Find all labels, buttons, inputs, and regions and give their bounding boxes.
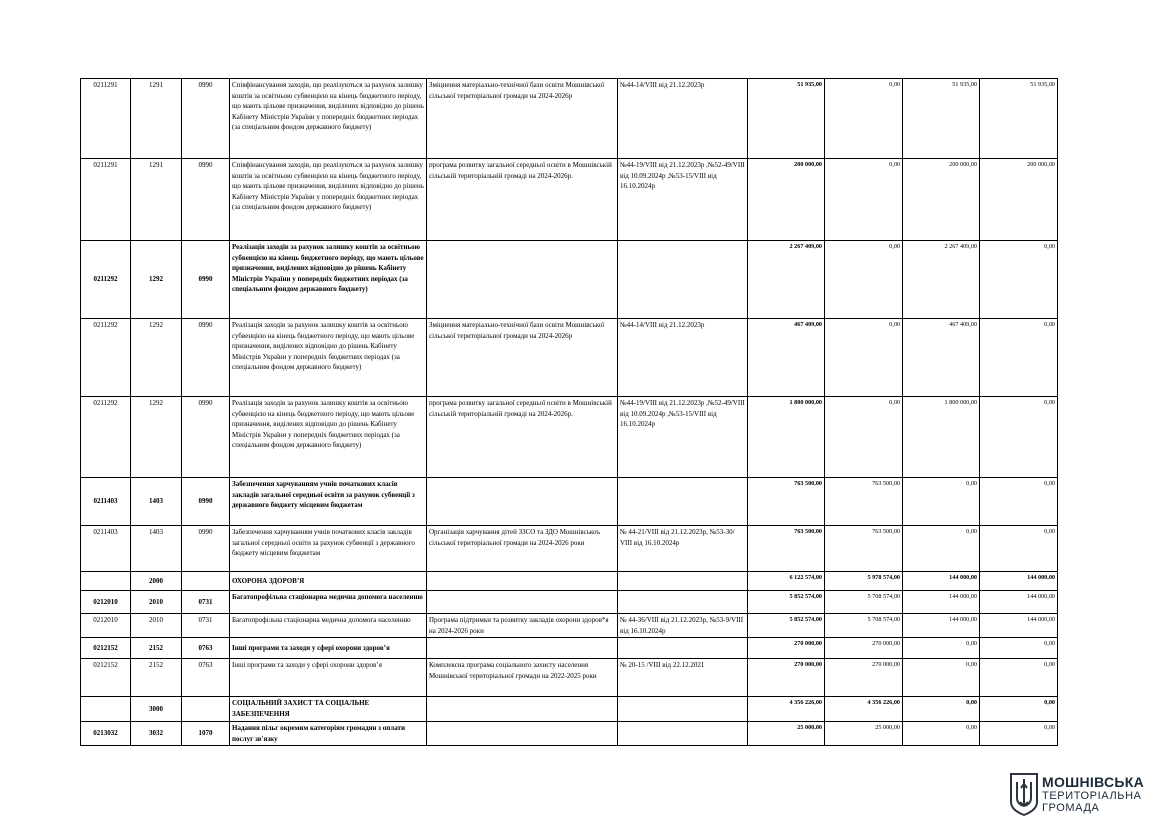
table-row: [81, 659, 1058, 697]
program-cell: [427, 638, 618, 659]
decision-cell: [618, 722, 748, 746]
development-budget-cell: 0,00: [980, 241, 1058, 319]
table-row: [81, 241, 1058, 319]
development-budget-cell: 0,00: [980, 722, 1058, 746]
kpk-cell: 0211292: [81, 319, 131, 397]
code-cell: 1403: [131, 478, 182, 526]
program-cell: [427, 697, 618, 722]
name-cell: Реалізація заходів за рахунок залишку коштів за освітньою субвенцією на кінець бюджетного періоду, що мають цільове призначення, виділених відповідно до рішень Кабінету Міністрів України у попередніх бюджетних періодах (за спеціальним фондом державного бюджету): [230, 241, 427, 319]
func-code-cell: 0990: [182, 159, 230, 241]
code-cell: 2000: [131, 572, 182, 591]
name-cell: Забезпечення харчуванням учнів початкових класів закладів загальної середньої освіти за рахунок субвенції з державного бюджету місцевим бюджетам: [230, 478, 427, 526]
table-row: [81, 697, 1058, 722]
func-code-cell: [182, 572, 230, 591]
general-fund-cell: 270 000,00: [825, 659, 903, 697]
total-cell: 51 935,00: [748, 79, 825, 159]
func-code-cell: 0990: [182, 241, 230, 319]
kpk-cell: 0212010: [81, 591, 131, 614]
code-cell: 1403: [131, 526, 182, 572]
general-fund-cell: 0,00: [825, 241, 903, 319]
code-cell: 1292: [131, 241, 182, 319]
func-code-cell: 0990: [182, 478, 230, 526]
development-budget-cell: 200 000,00: [980, 159, 1058, 241]
code-cell: 2010: [131, 591, 182, 614]
kpk-cell: 0211291: [81, 159, 131, 241]
general-fund-cell: 0,00: [825, 159, 903, 241]
code-cell: 2152: [131, 638, 182, 659]
general-fund-cell: 0,00: [825, 79, 903, 159]
func-code-cell: 1070: [182, 722, 230, 746]
func-code-cell: 0990: [182, 397, 230, 478]
general-fund-cell: 763 500,00: [825, 478, 903, 526]
logo-title: МОШНІВСЬКА: [1042, 774, 1145, 790]
special-fund-cell: 200 000,00: [903, 159, 980, 241]
special-fund-cell: 0,00: [903, 478, 980, 526]
kpk-cell: 0211403: [81, 478, 131, 526]
name-cell: Інші програми та заходи у сфері охорони здоров’я: [230, 638, 427, 659]
code-cell: 1292: [131, 397, 182, 478]
special-fund-cell: 2 267 409,00: [903, 241, 980, 319]
general-fund-cell: 5 978 574,00: [825, 572, 903, 591]
general-fund-cell: 25 000,00: [825, 722, 903, 746]
decision-cell: №44-14/VIII від 21.12.2023р: [618, 319, 748, 397]
general-fund-cell: 0,00: [825, 397, 903, 478]
program-cell: [427, 478, 618, 526]
general-fund-cell: 270 000,00: [825, 638, 903, 659]
total-cell: 763 500,00: [748, 526, 825, 572]
program-cell: Організація харчування дітей ЗЗСО та ЗДО Мошнівськоъ сільської територіальної громади на 2024-2026 роки: [427, 526, 618, 572]
code-cell: 2010: [131, 614, 182, 638]
development-budget-cell: 0,00: [980, 397, 1058, 478]
table-row: [81, 591, 1058, 614]
name-cell: Багатопрофільна стаціонарна медична допомога населенню: [230, 591, 427, 614]
special-fund-cell: 0,00: [903, 697, 980, 722]
kpk-cell: [81, 697, 131, 722]
total-cell: 6 122 574,00: [748, 572, 825, 591]
development-budget-cell: 0,00: [980, 697, 1058, 722]
development-budget-cell: 0,00: [980, 638, 1058, 659]
total-cell: 4 356 226,00: [748, 697, 825, 722]
code-cell: 1292: [131, 319, 182, 397]
logo-subtitle-line2: ГРОМАДА: [1042, 802, 1100, 814]
special-fund-cell: 0,00: [903, 638, 980, 659]
name-cell: Реалізація заходів за рахунок залишку коштів за освітньою субвенцією на кінець бюджетного періоду, що мають цільове призначення, виділених відповідно до рішень Кабінету Міністрів України у попередніх бюджетних періодах (за спеціальним фондом державного бюджету): [230, 397, 427, 478]
decision-cell: № 20-15 /VIII від 22.12.2021: [618, 659, 748, 697]
table-row: [81, 319, 1058, 397]
total-cell: 1 800 000,00: [748, 397, 825, 478]
total-cell: 270 000,00: [748, 659, 825, 697]
name-cell: ОХОРОНА ЗДОРОВ’Я: [230, 572, 427, 591]
development-budget-cell: 0,00: [980, 478, 1058, 526]
decision-cell: [618, 572, 748, 591]
func-code-cell: 0990: [182, 526, 230, 572]
func-code-cell: 0763: [182, 638, 230, 659]
kpk-cell: 0211403: [81, 526, 131, 572]
special-fund-cell: 467 409,00: [903, 319, 980, 397]
general-fund-cell: 763 500,00: [825, 526, 903, 572]
table-row: [81, 638, 1058, 659]
total-cell: 5 852 574,00: [748, 591, 825, 614]
development-budget-cell: 51 935,00: [980, 79, 1058, 159]
trident-coat-of-arms-icon: [1009, 772, 1039, 816]
special-fund-cell: 0,00: [903, 526, 980, 572]
code-cell: 2152: [131, 659, 182, 697]
table-row: [81, 572, 1058, 591]
program-cell: [427, 241, 618, 319]
special-fund-cell: 51 935,00: [903, 79, 980, 159]
special-fund-cell: 144 000,00: [903, 572, 980, 591]
kpk-cell: 0213032: [81, 722, 131, 746]
program-cell: Комплексна програма соціального захисту населення Мошнівської територіальної громади на 2022-2025 роки: [427, 659, 618, 697]
decision-cell: [618, 591, 748, 614]
community-logo: [1009, 772, 1149, 816]
program-cell: Зміцнення матеріально-технічної бази освіти Мошнівської сільської територіальної громади на 2024-2026р: [427, 319, 618, 397]
special-fund-cell: 144 000,00: [903, 591, 980, 614]
program-cell: Програма підтримки та розвитку закладів охорони здоров*я на 2024-2026 роки: [427, 614, 618, 638]
decision-cell: [618, 241, 748, 319]
name-cell: Реалізація заходів за рахунок залишку коштів за освітньою субвенцією на кінець бюджетного періоду, що мають цільове призначення, виділених відповідно до рішень Кабінету Міністрів України у попередніх бюджетних періодах (за спеціальним фондом державного бюджету): [230, 319, 427, 397]
table-row: [81, 526, 1058, 572]
kpk-cell: [81, 572, 131, 591]
func-code-cell: 0763: [182, 659, 230, 697]
decision-cell: №44-14/VIII від 21.12.2023р: [618, 79, 748, 159]
development-budget-cell: 144 000,00: [980, 572, 1058, 591]
kpk-cell: 0211291: [81, 79, 131, 159]
kpk-cell: 0212152: [81, 638, 131, 659]
special-fund-cell: 0,00: [903, 722, 980, 746]
program-cell: програма розвитку загальної середньої освіти в Мошнівській сільській територіальній громаді на 2024-2026р.: [427, 159, 618, 241]
program-cell: [427, 572, 618, 591]
name-cell: Співфінансування заходів, що реалізуються за рахунок залишку коштів за освітньою субвенцією на кінець бюджетного періоду, що мають цільове призначення, виділених відповідно до рішень Кабінету Міністрів України у попередніх бюджетних періодах (за спеціальним фондом державного бюджету): [230, 159, 427, 241]
program-cell: програма розвитку загальної середньої освіти в Мошнівській сільській територіальній громаді на 2024-2026р.: [427, 397, 618, 478]
program-cell: Зміцнення матеріально-технічної бази освіти Мошнівської сільської територіальної громади на 2024-2026р: [427, 79, 618, 159]
special-fund-cell: 144 000,00: [903, 614, 980, 638]
general-fund-cell: 5 708 574,00: [825, 591, 903, 614]
name-cell: Інші програми та заходи у сфері охорони здоров’я: [230, 659, 427, 697]
total-cell: 25 000,00: [748, 722, 825, 746]
development-budget-cell: 0,00: [980, 659, 1058, 697]
decision-cell: №44-19/VIII від 21.12.2023р ,№52-49/VIII від 10.09.2024р ,№53-15/VIII від 16.10.2024р: [618, 397, 748, 478]
total-cell: 467 409,00: [748, 319, 825, 397]
code-cell: 3000: [131, 697, 182, 722]
total-cell: 200 000,00: [748, 159, 825, 241]
general-fund-cell: 4 356 226,00: [825, 697, 903, 722]
total-cell: 5 852 574,00: [748, 614, 825, 638]
special-fund-cell: 0,00: [903, 659, 980, 697]
development-budget-cell: 144 000,00: [980, 591, 1058, 614]
table-row: [81, 722, 1058, 746]
general-fund-cell: 5 708 574,00: [825, 614, 903, 638]
decision-cell: [618, 478, 748, 526]
func-code-cell: [182, 697, 230, 722]
decision-cell: № 44-36/VIII від 21.12.2023р, №53-9/VIII від 16.10.2024р: [618, 614, 748, 638]
logo-subtitle-line1: ТЕРИТОРІАЛЬНА: [1042, 790, 1142, 802]
name-cell: Надання пільг окремим категоріям громадян з оплати послуг зв'язку: [230, 722, 427, 746]
total-cell: 763 500,00: [748, 478, 825, 526]
func-code-cell: 0990: [182, 319, 230, 397]
budget-table: [80, 78, 1058, 746]
table-row: [81, 79, 1058, 159]
table-row: [81, 614, 1058, 638]
func-code-cell: 0731: [182, 591, 230, 614]
special-fund-cell: 1 800 000,00: [903, 397, 980, 478]
development-budget-cell: 0,00: [980, 319, 1058, 397]
decision-cell: [618, 697, 748, 722]
table-row: [81, 397, 1058, 478]
code-cell: 3032: [131, 722, 182, 746]
name-cell: Співфінансування заходів, що реалізуються за рахунок залишку коштів за освітньою субвенцією на кінець бюджетного періоду, що мають цільове призначення, виділених відповідно до рішень Кабінету Міністрів України у попередніх бюджетних періодах (за спеціальним фондом державного бюджету): [230, 79, 427, 159]
kpk-cell: 0212152: [81, 659, 131, 697]
func-code-cell: 0731: [182, 614, 230, 638]
name-cell: Забезпечення харчуванням учнів початкових класів закладів загальної середньої освіти за рахунок субвенції з державного бюджету місцевим бюджетам: [230, 526, 427, 572]
decision-cell: № 44-21/VIII від 21.12.2023р, №53-30/ VIII від 16.10.2024р: [618, 526, 748, 572]
kpk-cell: 0212010: [81, 614, 131, 638]
development-budget-cell: 144 000,00: [980, 614, 1058, 638]
kpk-cell: 0211292: [81, 241, 131, 319]
decision-cell: №44-19/VIII від 21.12.2023р ,№52-49/VIII від 10.09.2024р ,№53-15/VIII від 16.10.2024р: [618, 159, 748, 241]
decision-cell: [618, 638, 748, 659]
name-cell: СОЦІАЛЬНИЙ ЗАХИСТ ТА СОЦІАЛЬНЕ ЗАБЕЗПЕЧЕННЯ: [230, 697, 427, 722]
program-cell: [427, 591, 618, 614]
program-cell: [427, 722, 618, 746]
code-cell: 1291: [131, 159, 182, 241]
general-fund-cell: 0,00: [825, 319, 903, 397]
kpk-cell: 0211292: [81, 397, 131, 478]
total-cell: 270 000,00: [748, 638, 825, 659]
code-cell: 1291: [131, 79, 182, 159]
func-code-cell: 0990: [182, 79, 230, 159]
table-row: [81, 478, 1058, 526]
table-row: [81, 159, 1058, 241]
total-cell: 2 267 409,00: [748, 241, 825, 319]
name-cell: Багатопрофільна стаціонарна медична допомога населенню: [230, 614, 427, 638]
development-budget-cell: 0,00: [980, 526, 1058, 572]
